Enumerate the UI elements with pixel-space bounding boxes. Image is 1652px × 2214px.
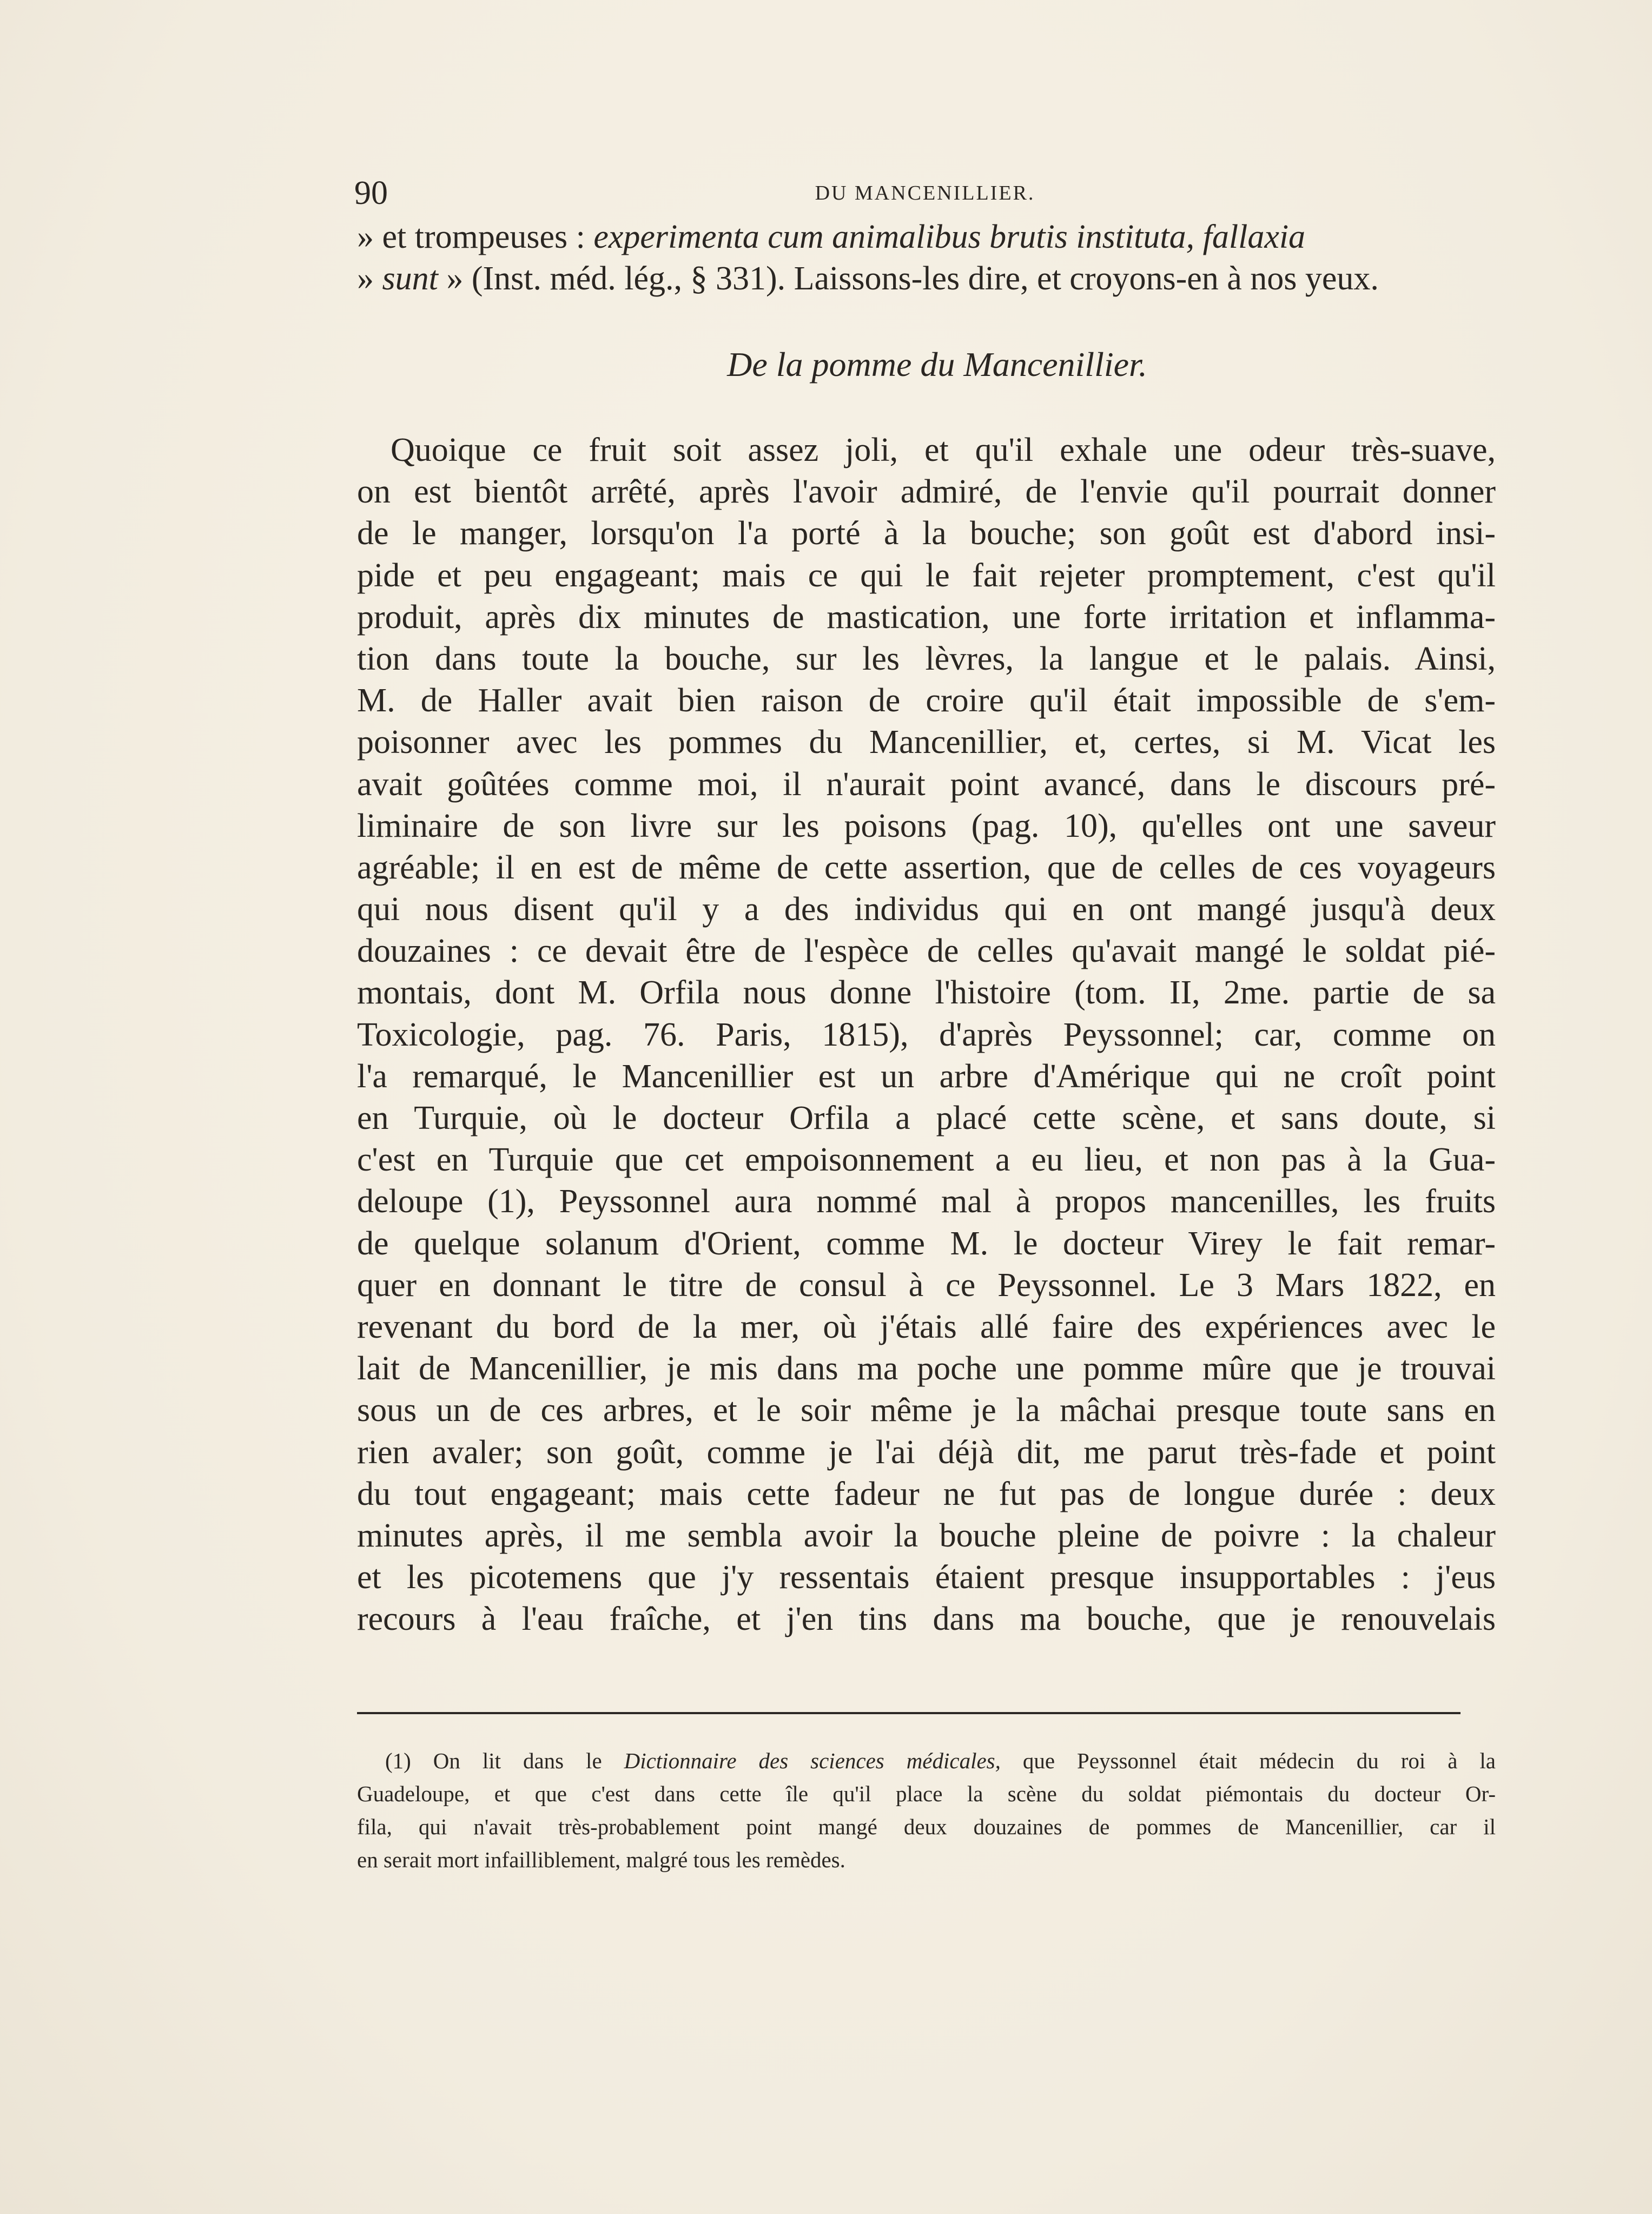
paragraph-line: en Turquie, où le docteur Orfila a placé cette scène, et sans doute, si <box>357 1100 1496 1136</box>
footnote-line: Guadeloupe, et que c'est dans cette île qu'il place la scène du soldat piémontais du docteur Or- <box>357 1781 1496 1806</box>
quote-line-2 <box>357 258 1496 300</box>
paragraph-line: de le manger, lorsqu'on l'a porté à la bouche; son goût est d'abord insi- <box>357 515 1496 552</box>
paragraph-line: on est bientôt arrêté, après l'avoir admiré, de l'envie qu'il pourrait donner <box>357 473 1496 511</box>
paragraph-line: pide et peu engageant; mais ce qui le fait rejeter promptement, c'est qu'il <box>357 557 1496 594</box>
footnote-separator-rule <box>357 1712 1461 1714</box>
paragraph-line: et les picotemens que j'y ressentais étaient presque insupportables : j'eus <box>357 1559 1496 1596</box>
paragraph-line: qui nous disent qu'il y a des individus qui en ont mangé jusqu'à deux <box>357 891 1496 928</box>
paragraph-line: c'est en Turquie que cet empoisonnement a eu lieu, et non pas à la Gua- <box>357 1141 1496 1179</box>
footnote-line: fila, qui n'avait très-probablement point mangé deux douzaines de pommes de Mancenillier, car il <box>357 1814 1496 1839</box>
paragraph-line: montais, dont M. Orfila nous donne l'histoire (tom. II, 2me. partie de sa <box>357 974 1496 1012</box>
paragraph-line: M. de Haller avait bien raison de croire qu'il était impossible de s'em- <box>357 682 1496 719</box>
paragraph-line: liminaire de son livre sur les poisons (pag. 10), qu'elles ont une saveur <box>357 807 1496 844</box>
paragraph-line: rien avaler; son goût, comme je l'ai déjà dit, me parut très-fade et point <box>357 1433 1496 1471</box>
quote-line-2-rest: » (Inst. méd. lég., § 331). Laissons-les dire, et croyons-en à nos yeux. <box>438 260 1379 297</box>
footnote-cited-title: Dictionnaire des sciences médicales, <box>624 1748 1001 1773</box>
quote-line-2-prefix: » <box>357 260 382 297</box>
paragraph-line: Toxicologie, pag. 76. Paris, 1815), d'après Peyssonnel; car, comme on <box>357 1016 1496 1053</box>
paragraph-line: Quoique ce fruit soit assez joli, et qu'il exhale une odeur très-suave, <box>391 432 1496 468</box>
paragraph-line: produit, après dix minutes de mastication, une forte irritation et inflamma- <box>357 598 1496 636</box>
quote-latin-text: experimenta cum animalibus brutis instituta, fallaxia <box>593 219 1306 255</box>
quote-line-1 <box>357 216 1496 258</box>
running-head <box>354 169 1496 217</box>
footnote-line: en serait mort infailliblement, malgré tous les remèdes. <box>357 1847 845 1872</box>
paragraph-line: agréable; il en est de même de cette assertion, que de celles de ces voyageurs <box>357 849 1496 886</box>
paragraph-line: sous un de ces arbres, et le soir même je la mâchai presque toute sans en <box>357 1392 1496 1429</box>
paragraph-line: recours à l'eau fraîche, et j'en tins dans ma bouche, que je renouvelais <box>357 1601 1496 1638</box>
footnote-line-1-prefix: (1) On lit dans le <box>385 1748 624 1773</box>
footnote <box>357 1744 1496 1876</box>
paragraph-line: revenant du bord de la mer, où j'étais allé faire des expériences avec le <box>357 1308 1496 1345</box>
paragraph-line: l'a remarqué, le Mancenillier est un arbre d'Amérique qui ne croît point <box>357 1058 1496 1095</box>
body-text <box>357 216 1496 1640</box>
paragraph-line: avait goûtées comme moi, il n'aurait point avancé, dans le discours pré- <box>357 765 1496 803</box>
quote-line-1-prefix: » et trompeuses : <box>357 219 594 255</box>
paragraph-line: du tout engageant; mais cette fadeur ne fut pas de longue durée : deux <box>357 1475 1496 1512</box>
paragraph-line: douzaines : ce devait être de l'espèce de celles qu'avait mangé le soldat pié- <box>357 933 1496 970</box>
paragraph-line: poisonner avec les pommes du Mancenillier, et, certes, si M. Vicat les <box>357 724 1496 761</box>
paragraph-line: deloupe (1), Peyssonnel aura nommé mal à propos mancenilles, les fruits <box>357 1183 1496 1220</box>
footnote-line <box>357 1744 1496 1777</box>
page-number: 90 <box>354 175 388 212</box>
paragraph-line: de quelque solanum d'Orient, comme M. le docteur Virey le fait remar- <box>357 1225 1496 1262</box>
footnote-line-1-rest: que Peyssonnel était médecin du roi à la <box>1000 1748 1496 1773</box>
quote-latin-end: sunt <box>382 260 438 297</box>
running-title: DU MANCENILLIER. <box>815 182 1035 204</box>
section-heading: De la pomme du Mancenillier. <box>727 345 1147 384</box>
paragraph-line: lait de Mancenillier, je mis dans ma poche une pomme mûre que je trouvai <box>357 1350 1496 1387</box>
paragraph <box>357 429 1496 1640</box>
paragraph-line: tion dans toute la bouche, sur les lèvres, la langue et le palais. Ainsi, <box>357 640 1496 677</box>
paragraph-line: quer en donnant le titre de consul à ce Peyssonnel. Le 3 Mars 1822, en <box>357 1266 1496 1304</box>
paragraph-line: minutes après, il me sembla avoir la bouche pleine de poivre : la chaleur <box>357 1517 1496 1554</box>
